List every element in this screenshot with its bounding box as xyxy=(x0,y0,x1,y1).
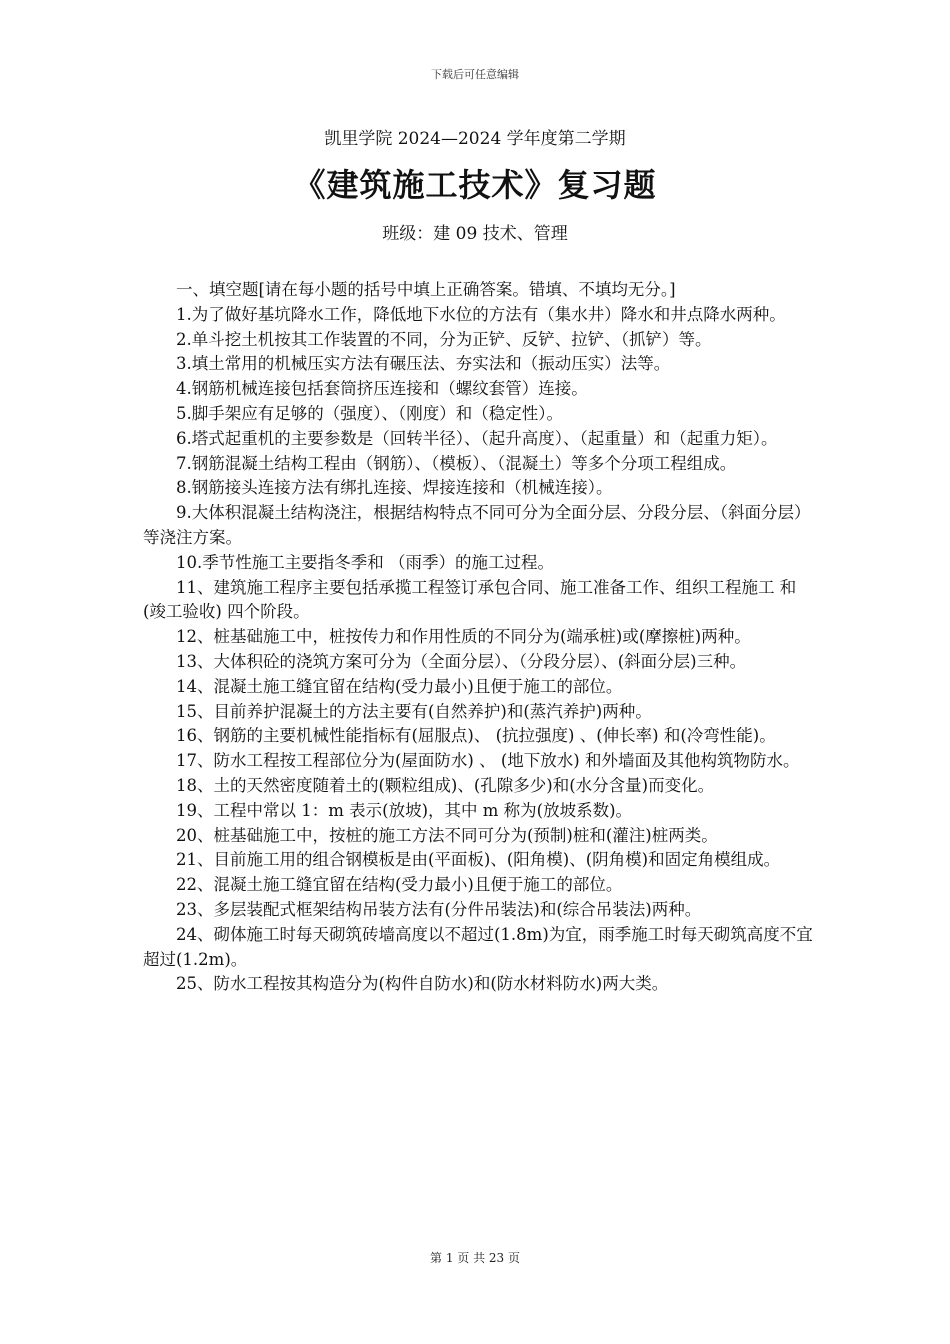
question-item: 3.填土常用的机械压实方法有碾压法、夯实法和（振动压实）法等。 xyxy=(176,354,671,374)
question-item: 5.脚手架应有足够的（强度）、（刚度）和（稳定性）。 xyxy=(176,403,563,423)
question-item: 8.钢筋接头连接方法有绑扎连接、焊接连接和（机械连接）。 xyxy=(176,478,613,498)
question-item: 13、大体积砼的浇筑方案可分为（全面分层）、（分段分层）、(斜面分层)三种。 xyxy=(176,651,747,671)
school-term-line: 凯里学院 2024—2024 学年度第二学期 xyxy=(324,129,626,149)
question-item: 2.单斗挖土机按其工作装置的不同，分为正铲、反铲、拉铲、（抓铲）等。 xyxy=(176,329,712,349)
section-heading: 一、填空题[请在每小题的括号中填上正确答案。错填、不填均无分。] xyxy=(176,280,676,299)
question-item: 4.钢筋机械连接包括套筒挤压连接和（螺纹套管）连接。 xyxy=(176,379,588,399)
question-item: 15、目前养护混凝土的方法主要有(自然养护)和(蒸汽养护)两种。 xyxy=(176,701,652,721)
question-item: 19、工程中常以 1：m 表示(放坡)，其中 m 称为(放坡系数)。 xyxy=(176,800,633,820)
question-item: 11、建筑施工程序主要包括承揽工程签订承包合同、施工准备工作、组织工程施工 和(竣工验收) 四个阶段。 xyxy=(143,577,797,622)
question-item: 7.钢筋混凝土结构工程由（钢筋）、（模板）、（混凝土）等多个分项工程组成。 xyxy=(176,453,737,473)
question-item: 6.塔式起重机的主要参数是（回转半径）、（起升高度）、（起重量）和（起重力矩）。 xyxy=(176,428,778,448)
document-title: 《建筑施工技术》复习题 xyxy=(293,166,657,204)
header-note: 下载后可任意编辑 xyxy=(431,68,519,81)
question-item: 20、桩基础施工中，按桩的施工方法不同可分为(预制)桩和(灌注)桩两类。 xyxy=(176,825,718,845)
question-item: 10.季节性施工主要指冬季和 （雨季）的施工过程。 xyxy=(176,552,554,572)
question-item: 17、防水工程按工程部位分为(屋面防水) 、 (地下放水) 和外墙面及其他构筑物防水。 xyxy=(176,751,800,771)
question-item: 25、防水工程按其构造分为(构件自防水)和(防水材料防水)两大类。 xyxy=(176,974,669,994)
question-item: 22、混凝土施工缝宜留在结构(受力最小)且便于施工的部位。 xyxy=(176,875,623,895)
question-list xyxy=(143,278,813,997)
question-item: 1.为了做好基坑降水工作，降低地下水位的方法有（集水井）降水和井点降水两种。 xyxy=(176,304,786,324)
question-item: 12、桩基础施工中，桩按传力和作用性质的不同分为(端承桩)或(摩擦桩)两种。 xyxy=(176,627,751,647)
page-footer: 第 1 页 共 23 页 xyxy=(430,1251,520,1265)
question-item: 24、砌体施工时每天砌筑砖墙高度以不超过(1.8m)为宜，雨季施工时每天砌筑高度不宜超过(1.2m)。 xyxy=(143,924,813,969)
question-item: 14、混凝土施工缝宜留在结构(受力最小)且便于施工的部位。 xyxy=(176,676,623,696)
class-line: 班级：建 09 技术、管理 xyxy=(382,224,568,244)
question-item: 16、钢筋的主要机械性能指标有(屈服点)、 (抗拉强度) 、(伸长率) 和(冷弯性能)。 xyxy=(176,726,776,746)
question-item: 9.大体积混凝土结构浇注，根据结构特点不同可分为全面分层、分段分层、（斜面分层）等浇注方案。 xyxy=(143,503,811,547)
question-item: 18、土的天然密度随着土的(颗粒组成)、(孔隙多少)和(水分含量)而变化。 xyxy=(176,775,715,795)
question-item: 23、多层装配式框架结构吊装方法有(分件吊装法)和(综合吊装法)两种。 xyxy=(176,899,702,919)
question-item: 21、目前施工用的组合钢模板是由(平面板)、(阳角模)、(阴角模)和固定角模组成。 xyxy=(176,850,781,870)
